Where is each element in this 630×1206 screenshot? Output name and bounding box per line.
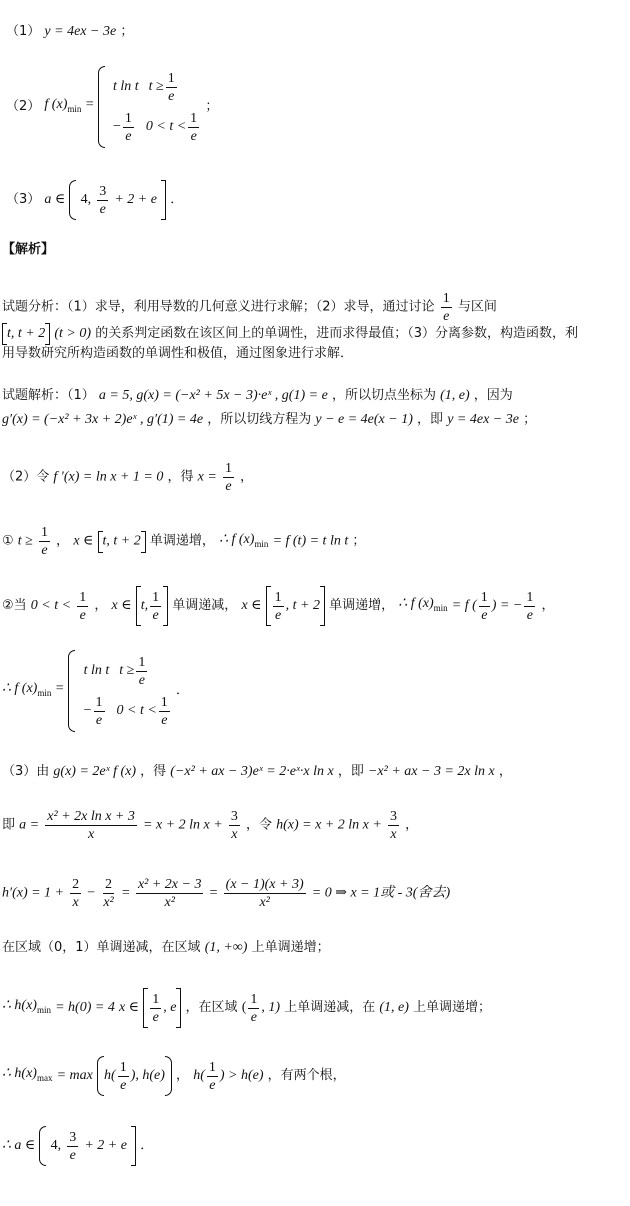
- s8b: = h(0) = 4: [55, 1000, 115, 1015]
- right-bracket: [131, 1126, 136, 1166]
- piecewise-cases: [113, 67, 201, 147]
- answer-2-label: （2）: [6, 99, 41, 114]
- solution-line-4: [2, 762, 512, 782]
- left-bracket: [266, 586, 271, 626]
- analysis-text-1-tail: 与区间: [457, 299, 497, 315]
- frac-1-over-e: $\frac{1}{e}$: [274, 589, 282, 623]
- c1-fmin: ∴ f $(x)_{min}$: [219, 531, 269, 549]
- s9f: h(: [193, 1068, 205, 1083]
- s3c: ，得: [167, 469, 194, 485]
- s5g: ，: [405, 817, 419, 833]
- s3b: f ′(x) = ln x + 1 = 0: [53, 469, 164, 485]
- frac-1-over-e: $\frac{1}{e}$: [190, 110, 198, 144]
- c2m: ，: [541, 598, 555, 613]
- s3a: （2）令: [2, 469, 50, 485]
- left-brace: [98, 66, 105, 148]
- answer-2-fmin: f $(x)_{min}$ =: [44, 97, 98, 114]
- case-1-expr: t ln t: [112, 79, 139, 94]
- c2d: x ∈: [111, 598, 132, 613]
- s4a: （3）由: [2, 764, 50, 779]
- s9e: ，: [176, 1068, 190, 1083]
- c1e: t, t + 2: [102, 533, 141, 549]
- c1b: t ≥: [17, 533, 33, 549]
- minus: −: [83, 703, 92, 718]
- frac-1-over-e: $\frac{1}{e}$: [480, 589, 488, 623]
- s4e: ，即: [337, 764, 364, 779]
- interval: t, t + 2: [7, 326, 46, 341]
- frac-hprime-2: $\frac{(x - 1)(x + 3)}{\text{x²}}$: [225, 877, 304, 910]
- analysis-text-1: 试题分析：（1）求导，利用导数的几何意义进行求解；（2）求导，通过讨论: [2, 299, 435, 315]
- case-1: [113, 67, 201, 107]
- frac-1-over-e: $\frac{1}{e}$: [224, 461, 232, 494]
- solution-line-1: [2, 386, 513, 406]
- frac-1-over-e: $\frac{1}{e}$: [167, 70, 175, 104]
- c3-fmin: ∴ f $(x)_{min}$ =: [2, 681, 65, 698]
- s3d: x =: [197, 469, 217, 485]
- frac-1-over-e: $\frac{1}{e}$: [208, 1059, 216, 1093]
- fx: f (x): [44, 97, 68, 112]
- solution-line-6: h′(x) = 1 + $\frac{2}{x}$ − $\frac{2}{\text{x²}}$ = $\frac{\text{x² + 2x − 3}}{\text{x²}}$ = $\frac{(x - 1)(x + 3)}{\text{x²}}$ = 0 ⇒ x = 1或 - 3(舍去): [2, 877, 451, 910]
- case-1-line: [2, 524, 365, 559]
- answer-3-end: ．: [170, 192, 184, 207]
- h-max: ∴ $h(x)_{max}$: [2, 1066, 53, 1083]
- s5b: a =: [19, 817, 40, 833]
- s2a: g′(x) = (−x² + 3x + 2)eˣ , g′(1) = 4e: [2, 412, 204, 427]
- frac-3-over-x: $\frac{3}{x}$: [230, 809, 238, 842]
- right-bracket: [176, 988, 181, 1028]
- c2e: t,: [140, 598, 149, 613]
- s1e: ，因为: [473, 388, 513, 403]
- s8h: (1, e): [379, 1000, 409, 1015]
- c2a: ②当: [2, 598, 27, 613]
- frac-1-over-e: $\frac{1}{e}$: [41, 525, 49, 558]
- answer-1-formula: y = 4ex − 3e: [44, 24, 117, 39]
- fmin-summary: [2, 650, 189, 732]
- s1b: a = 5, g(x) = (−x² + 5x − 3)·eˣ , g(1) = e: [98, 388, 328, 403]
- s1a: 试题解析：（1）: [2, 388, 95, 403]
- s5e: ，令: [245, 817, 272, 833]
- s5a: 即: [2, 817, 16, 833]
- case-2-cond: 0 < t <: [145, 119, 187, 134]
- s9d: ), h(e): [130, 1068, 165, 1083]
- c1i: ；: [352, 533, 366, 549]
- c3c: ．: [175, 683, 189, 698]
- answer-3-a-in: a ∈: [44, 192, 66, 207]
- right-bracket: [161, 180, 166, 220]
- analysis-line-2: [2, 323, 578, 345]
- s10c: + 2 + e: [84, 1138, 127, 1153]
- s8i: 上单调递增；: [413, 1000, 492, 1015]
- solution-line-9: [2, 1056, 346, 1096]
- analysis-line-3: 用导数研究所构造函数的单调性和极值，通过图象进行求解．: [2, 346, 354, 361]
- s6e: = 0 ⇒ x = 1或 - 3(舍去): [311, 885, 451, 901]
- case-1: [84, 651, 172, 691]
- answer-1: [6, 22, 133, 42]
- s4g: ，: [498, 764, 512, 779]
- frac-1-over-e: $\frac{1}{e}$: [152, 589, 160, 623]
- frac-2-over-x2: $\frac{2}{\text{x²}}$: [103, 877, 114, 910]
- left-paren: [69, 180, 76, 220]
- s9g: ) > h(e): [219, 1068, 264, 1083]
- analysis-line-1: [2, 290, 497, 325]
- minus: −: [112, 119, 121, 134]
- frac-1-over-e: $\frac{1}{e}$: [119, 1059, 127, 1093]
- c2f: 单调递减，: [172, 598, 238, 613]
- s1c: ，所以切点坐标为: [331, 388, 436, 403]
- case-1-cond: t ≥: [119, 663, 135, 678]
- case-1-cond: t ≥: [148, 79, 164, 94]
- frac-1-over-e: $\frac{1}{e}$: [250, 991, 258, 1025]
- solution-line-8: ∴ $h(x)_{min} = h(0) = 4$ x ∈ $\frac{1}{e}$ , e ，在区域 ( $\frac{1}{e}$ , 1) 上单调递减，在 (1, e) 上单调递增；: [2, 988, 491, 1028]
- left-brace: [68, 650, 75, 732]
- c2b: 0 < t <: [30, 598, 72, 613]
- right-bracket: [141, 531, 146, 553]
- answer-3: [6, 180, 183, 220]
- left-curly: [97, 1056, 104, 1096]
- s1d: (1, e): [440, 388, 470, 403]
- section-heading: 【解析】: [2, 242, 55, 257]
- s9h: ，有两个根，: [267, 1068, 346, 1083]
- answer-1-label: （1）: [6, 24, 41, 39]
- s10b: 4,: [50, 1138, 62, 1153]
- case-2-cond: 0 < t <: [116, 703, 157, 718]
- s9c: h(: [104, 1068, 116, 1083]
- solution-line-3: [2, 460, 253, 495]
- solution-line-2: [2, 410, 536, 430]
- s2c: y − e = 4e(x − 1): [315, 412, 413, 427]
- c2l: ) = −: [491, 598, 523, 613]
- frac-1-over-e: $\frac{1}{e}$: [160, 694, 168, 728]
- c2h: , t + 2: [285, 598, 320, 613]
- s4d: (−x² + ax − 3)eˣ = 2·eˣ·x ln x: [170, 764, 334, 779]
- final-answer: [2, 1126, 153, 1166]
- s4c: ，得: [140, 764, 167, 779]
- answer-1-end: ；: [120, 24, 134, 39]
- frac-1-over-e: $\frac{1}{e}$: [138, 654, 146, 688]
- c1a: ①: [2, 533, 14, 549]
- s8f: , 1): [261, 1000, 281, 1015]
- s2f: ；: [523, 412, 537, 427]
- four: 4,: [80, 192, 92, 207]
- c1h: = f (t) = t ln t: [272, 533, 349, 549]
- s10d: ．: [140, 1138, 154, 1153]
- right-bracket: [320, 586, 325, 626]
- s2b: ，所以切线方程为: [207, 412, 312, 427]
- s7b: (1, +∞): [204, 940, 248, 955]
- frac-1-over-e: $\frac{1}{e}$: [152, 991, 160, 1025]
- case-2: [113, 107, 201, 147]
- min-sub: min: [67, 104, 82, 114]
- s2e: y = 4ex − 3e: [447, 412, 519, 427]
- solution-line-5: [2, 808, 418, 843]
- frac-1-over-e: $\frac{1}{e}$: [442, 291, 450, 324]
- frac-1-over-e: $\frac{1}{e}$: [526, 589, 534, 623]
- s9b: = max: [56, 1068, 93, 1083]
- s4b: g(x) = 2eˣ f (x): [53, 764, 136, 779]
- frac-3-over-e: $\frac{3}{e}$: [99, 183, 107, 217]
- right-curly: [165, 1056, 172, 1096]
- s8d: , e: [163, 1000, 177, 1015]
- frac-hprime-1: $\frac{\text{x² + 2x − 3}}{\text{x²}}$: [137, 877, 202, 910]
- minus: −: [87, 885, 96, 901]
- s7a: 在区域（0，1）单调递减，在区域: [2, 940, 201, 955]
- s5f: h(x) = x + 2 ln x +: [276, 817, 382, 833]
- left-bracket: [143, 988, 148, 1028]
- s8g: 上单调递减，在: [284, 1000, 376, 1015]
- answer-3-tail: + 2 + e: [114, 192, 157, 207]
- solution-line-7: [2, 938, 330, 958]
- case-2-line: [2, 586, 555, 626]
- s7c: 上单调递增；: [251, 940, 330, 955]
- c2-fmin: ∴ f $(x)_{min}$: [398, 596, 448, 613]
- s2d: ，即: [417, 412, 444, 427]
- s8e: ，在区域: [185, 1000, 238, 1015]
- case-1-expr: t ln t: [83, 663, 110, 678]
- piecewise-cases-2: [84, 651, 172, 731]
- right-bracket: [163, 586, 168, 626]
- t-positive: (t > 0): [54, 326, 92, 341]
- h-min: ∴ $h(x)_{min}$: [2, 998, 51, 1015]
- c2c: ，: [94, 598, 108, 613]
- s6a: h′(x) = 1 +: [2, 885, 64, 901]
- frac-a: $\frac{\text{x² + 2x ln x + 3}}{x}$: [47, 809, 135, 842]
- s5d: = x + 2 ln x +: [143, 817, 223, 833]
- frac-1-over-e: $\frac{1}{e}$: [95, 694, 103, 728]
- answer-3-label: （3）: [6, 192, 41, 207]
- analysis-text-2: 的关系判定函数在该区间上的单调性，进而求得最值；（3）分离参数，构造函数，利: [95, 326, 578, 341]
- right-bracket: [45, 323, 50, 345]
- frac-1-over-e: $\frac{1}{e}$: [124, 110, 132, 144]
- case-2: [84, 691, 172, 731]
- frac-3-over-x: $\frac{3}{x}$: [389, 809, 397, 842]
- c2g: x ∈: [241, 598, 262, 613]
- answer-2: [6, 66, 218, 148]
- left-paren: [39, 1126, 46, 1166]
- c1c: ，: [56, 533, 70, 549]
- frac-2-over-x: $\frac{2}{x}$: [72, 877, 80, 910]
- s10a: ∴ a ∈: [2, 1138, 36, 1153]
- c1d: x ∈: [73, 533, 94, 549]
- c2i: 单调递增，: [329, 598, 395, 613]
- s3e: ，: [240, 469, 254, 485]
- s8c: x ∈: [118, 1000, 140, 1015]
- s4f: −x² + ax − 3 = 2x ln x: [367, 764, 495, 779]
- frac-1-over-e: $\frac{1}{e}$: [79, 589, 87, 623]
- frac-3-over-e: $\frac{3}{e}$: [69, 1129, 77, 1163]
- c2k: = f (: [451, 598, 477, 613]
- c1f: 单调递增，: [149, 533, 215, 549]
- answer-2-end: ；: [205, 99, 219, 114]
